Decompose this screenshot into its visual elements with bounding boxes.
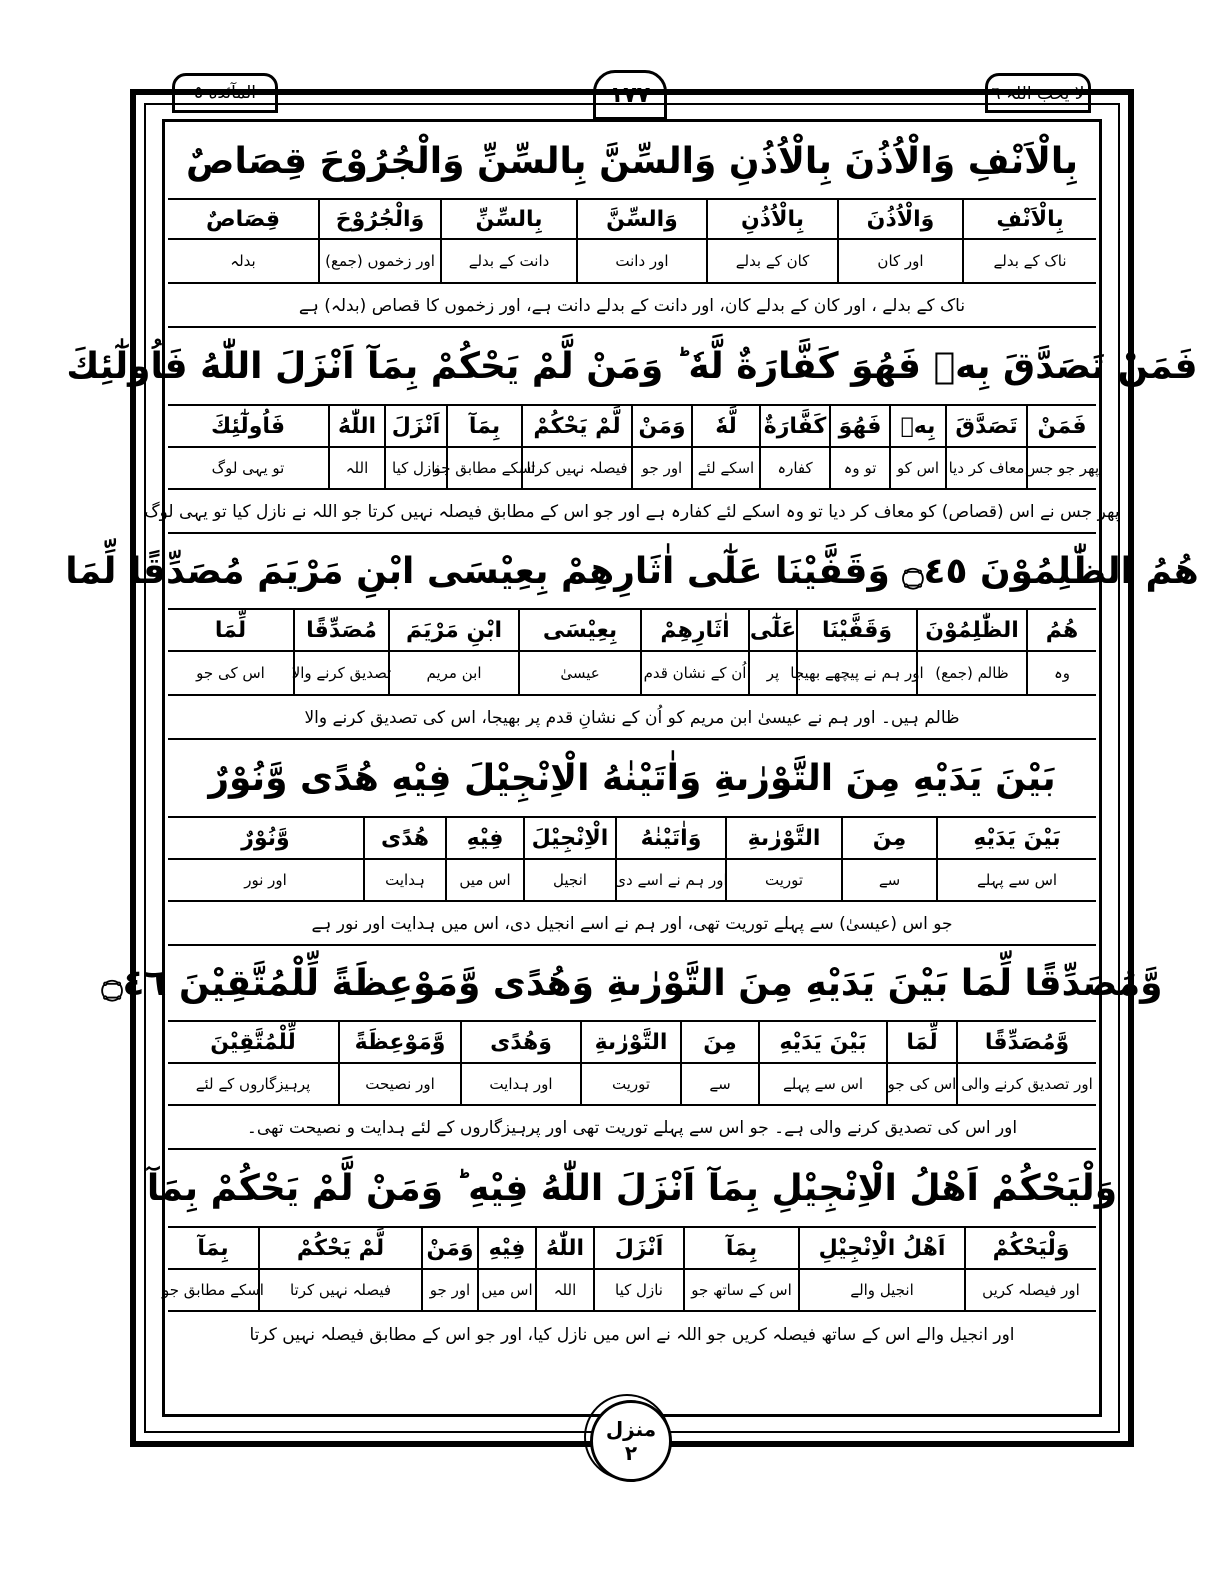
translation-cell: اور زخموں (جمع) (318, 240, 440, 282)
verse-line: بِالْاَنْفِ وَالْاُذُنَ بِالْاُذُنِ وَالسِّنَّ بِالسِّنِّ وَالْجُرُوْحَ قِصَاصٌ (168, 124, 1096, 200)
word-row (168, 200, 1096, 240)
translation-cell: ظالم (جمع) (916, 652, 1026, 694)
word-cell: لَّهٗ (691, 406, 759, 446)
word-cell: بِالْاُذُنِ (706, 200, 837, 238)
word-cell: مِنَ (841, 818, 936, 858)
translation-cell: اور دانت (576, 240, 706, 282)
translation-cell: اور تصدیق کرنے والی (956, 1064, 1096, 1104)
word-cell: قِصَاصٌ (206, 206, 280, 232)
translation-cell: انجیل والے (798, 1270, 964, 1310)
page-number: ١٧٧ (609, 82, 651, 108)
translation-cell: اور ہم نے پیچھے بھیجا (796, 652, 916, 694)
translation-cell: اس کی جو (886, 1064, 956, 1104)
word-cell: فَمَنْ (1026, 406, 1096, 446)
word-cell: بِالْاَنْفِ (962, 200, 1096, 238)
word-cell: وَاٰتَيْنٰهُ (615, 818, 725, 858)
word-cell: بِمَآ (197, 1235, 229, 1261)
translation-cell: اسکے لئے (691, 448, 759, 488)
translation-cell: اور کان (837, 240, 962, 282)
translation-cell: توریت (725, 860, 841, 900)
word-cell: وَمَنْ (421, 1228, 477, 1268)
translation-line: اور اس کی تصدیق کرنے والی ہے۔ جو اس سے پہلے توریت تھی اور پرہیزگاروں کے لئے ہدایت و نصیحت تھی۔ (168, 1106, 1096, 1150)
word-cell: بِمَآ (446, 406, 521, 446)
surah-name: المآئدة ٥ (193, 83, 257, 103)
word-cell: عَلٰٓى (748, 610, 796, 650)
translation-cell: انجیل (523, 860, 615, 900)
word-cell: وَّمَوْعِظَةً (338, 1022, 460, 1062)
translation-cell: اور نور (244, 871, 287, 889)
translation-cell: اس میں (445, 860, 523, 900)
translation-cell: پھر جو جس (1026, 448, 1096, 488)
translation-cell: اس کی جو (196, 664, 265, 682)
word-cell: وَمَنْ (631, 406, 691, 446)
word-cell: بَيْنَ يَدَيْهِ (936, 818, 1096, 858)
word-cell: بَيْنَ يَدَيْهِ (758, 1022, 886, 1062)
word-cell: وَالْاُذُنَ (837, 200, 962, 238)
word-cell: وَّمُصَدِّقًا (956, 1022, 1096, 1062)
word-cell: التَّوْرٰىةِ (580, 1022, 680, 1062)
word-row (168, 610, 1096, 652)
translation-row (168, 448, 1100, 490)
word-cell: هُدًى (363, 818, 445, 858)
translation-cell: اور ہم نے اسے دی (615, 860, 725, 900)
translation-cell: اس کو (889, 448, 945, 488)
translation-cell: سے (841, 860, 936, 900)
word-cell: فِيْهِ (477, 1228, 535, 1268)
translation-cell: ہدایت (363, 860, 445, 900)
translation-cell: اس سے پہلے (936, 860, 1096, 900)
page-content (65, 124, 1199, 1412)
translation-row (168, 240, 1096, 284)
word-cell: اٰثَارِهِمْ (640, 610, 748, 650)
translation-cell: اور نصیحت (338, 1064, 460, 1104)
translation-cell: اور جو (421, 1270, 477, 1310)
translation-cell: تو یہی لوگ (211, 459, 285, 477)
word-cell: اَهْلُ الْاِنْجِيْلِ (798, 1228, 964, 1268)
translation-cell: تو وہ (829, 448, 889, 488)
word-cell: وَقَفَّيْنَا (796, 610, 916, 650)
translation-line: ظالم ہیں۔ اور ہم نے عیسیٰ ابن مریم کو اُن کے نشانِ قدم پر بھیجا، اس کی تصدیق کرنے والا (168, 696, 1096, 740)
translation-line: ناک کے بدلے ، اور کان کے بدلے کان، اور دانت کے بدلے دانت ہے، اور زخموں کا قصاص (بدلہ) ہے (168, 284, 1096, 328)
translation-cell: اللہ (535, 1270, 593, 1310)
translation-row (168, 1064, 1096, 1106)
verse-line: وَلْيَحْكُمْ اَهْلُ الْاِنْجِيْلِ بِمَآ اَنْزَلَ اللّٰهُ فِيْهِ ؕ وَمَنْ لَّمْ يَحْكُمْ بِمَآ (168, 1150, 1096, 1228)
translation-cell: اسکے مطابق جو (446, 448, 521, 488)
word-cell: بِعِيْسَى (518, 610, 640, 650)
juz-name: لا یحب اللہ ٦ (991, 83, 1085, 104)
word-row (168, 406, 1096, 448)
translation-cell: ناک کے بدلے (962, 240, 1096, 282)
word-row (168, 1228, 1096, 1270)
translation-cell: توریت (580, 1064, 680, 1104)
word-cell: ابْنِ مَرْيَمَ (388, 610, 518, 650)
translation-cell: کان کے بدلے (706, 240, 837, 282)
translation-cell: فیصلہ نہیں کرتا (521, 448, 631, 488)
translation-cell: پر (748, 652, 796, 694)
word-cell: لِّمَا (214, 617, 247, 643)
translation-cell: کفارہ (759, 448, 829, 488)
manzil-medallion (590, 1400, 672, 1482)
word-cell: كَفَّارَةٌ (759, 406, 829, 446)
verse-line: هُمُ الظّٰلِمُوْنَ ۝٤٥ وَقَفَّيْنَا عَلٰٓى اٰثَارِهِمْ بِعِيْسَى ابْنِ مَرْيَمَ مُصَدِّقًا لِّمَا (168, 534, 1096, 610)
word-cell: اللّٰهُ (535, 1228, 593, 1268)
translation-cell: اسکے مطابق جو (162, 1281, 264, 1299)
word-cell: الظّٰلِمُوْنَ (916, 610, 1026, 650)
translation-cell: پرہیزگاروں کے لئے (195, 1075, 311, 1093)
translation-cell: عیسیٰ (518, 652, 640, 694)
word-cell: هُمُ (1026, 610, 1096, 650)
translation-line: اور انجیل والے اس کے ساتھ فیصلہ کریں جو اللہ نے اس میں نازل کیا، اور جو اس کے مطابق فیصلہ نہیں کرتا (249, 1324, 1015, 1345)
translation-cell: نازل کیا (593, 1270, 683, 1310)
verse-line: بَيْنَ يَدَيْهِ مِنَ التَّوْرٰىةِ وَاٰتَيْنٰهُ الْاِنْجِيْلَ فِيْهِ هُدًى وَّنُوْرٌ (168, 740, 1096, 818)
translation-cell: اُن کے نشان قدم (640, 652, 748, 694)
word-cell: مِنَ (680, 1022, 758, 1062)
translation-cell: وہ (1026, 652, 1096, 694)
manzil-label: منزل (605, 1417, 657, 1441)
translation-cell: اس میں (477, 1270, 535, 1310)
word-cell: لِّمَا (886, 1022, 956, 1062)
translation-row (162, 1270, 1096, 1312)
word-cell: فِيْهِ (445, 818, 523, 858)
translation-cell: نازل کیا (384, 448, 446, 488)
word-cell: بِمَآ (683, 1228, 798, 1268)
translation-cell: دانت کے بدلے (440, 240, 576, 282)
word-cell: اَنْزَلَ (593, 1228, 683, 1268)
translation-cell: ابن مریم (388, 652, 518, 694)
translation-cell: تصدیق کرنے والا (293, 652, 388, 694)
word-row (168, 1022, 1096, 1064)
word-cell: وَلْيَحْكُمْ (964, 1228, 1096, 1268)
translation-line: پھر جس نے اس (قصاص) کو معاف کر دیا تو وہ اسکے لئے کفارہ ہے اور جو اس کے مطابق فیصلہ نہیں کرتا جو اللہ نے نازل کیا تو یہی لوگ (168, 490, 1096, 534)
translation-line: جو اس (عیسیٰ) سے پہلے توریت تھی، اور ہم نے اسے انجیل دی، اس میں ہدایت اور نور ہے (168, 902, 1096, 946)
translation-row (168, 652, 1096, 696)
word-cell: لَّمْ يَحْكُمْ (521, 406, 631, 446)
word-cell: وَالْجُرُوْحَ (318, 200, 440, 238)
translation-cell: معاف کر دیا (945, 448, 1026, 488)
translation-cell: بدلہ (230, 252, 256, 270)
word-cell: تَصَدَّقَ (945, 406, 1026, 446)
word-cell: اَنْزَلَ (384, 406, 446, 446)
word-cell: بِهٖ (889, 406, 945, 446)
word-cell: مُصَدِّقًا (293, 610, 388, 650)
word-cell: وَهُدًى (460, 1022, 580, 1062)
manzil-number: ٢ (624, 1441, 638, 1465)
translation-cell: فیصلہ نہیں کرتا (258, 1270, 421, 1310)
translation-cell: اور ہدایت (460, 1064, 580, 1104)
word-cell: فَهُوَ (829, 406, 889, 446)
verse-line: فَمَنْ تَصَدَّقَ بِهٖ فَهُوَ كَفَّارَةٌ لَّهٗ ؕ وَمَنْ لَّمْ يَحْكُمْ بِمَآ اَنْزَلَ اللّٰهُ فَاُولٰٓئِكَ (168, 328, 1096, 406)
translation-cell: اس کے ساتھ جو (683, 1270, 798, 1310)
translation-cell: سے (680, 1064, 758, 1104)
word-row (168, 818, 1096, 860)
translation-cell: اس سے پہلے (758, 1064, 886, 1104)
word-cell: لَّمْ يَحْكُمْ (258, 1228, 421, 1268)
word-cell: فَاُولٰٓئِكَ (210, 413, 286, 439)
word-cell: التَّوْرٰىةِ (725, 818, 841, 858)
word-cell: بِالسِّنِّ (440, 200, 576, 238)
verse-line: وَّمُصَدِّقًا لِّمَا بَيْنَ يَدَيْهِ مِنَ التَّوْرٰىةِ وَهُدًى وَّمَوْعِظَةً لِّلْمُتَّقِيْنَ ۝٤٦ (168, 946, 1096, 1022)
word-cell: الْاِنْجِيْلَ (523, 818, 615, 858)
word-cell: اللّٰهُ (328, 406, 384, 446)
translation-row (168, 860, 1096, 902)
translation-cell: اور فیصلہ کریں (964, 1270, 1096, 1310)
word-cell: وَّنُوْرٌ (241, 825, 290, 851)
translation-cell: اور جو (631, 448, 691, 488)
word-cell: وَالسِّنَّ (576, 200, 706, 238)
word-cell: لِّلْمُتَّقِيْنَ (210, 1029, 296, 1055)
translation-cell: اللہ (328, 448, 384, 488)
